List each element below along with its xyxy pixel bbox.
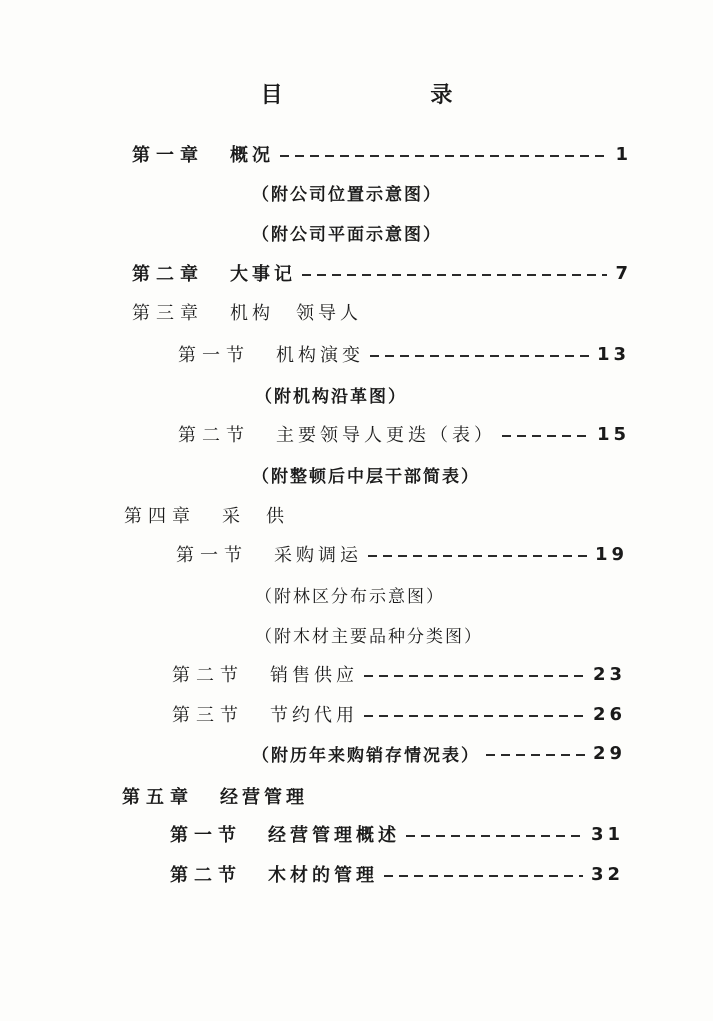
toc-page-number: 31: [590, 823, 624, 845]
toc-note: （附历年来购销存情况表）: [252, 745, 480, 766]
toc-entry-chapter-3: [132, 298, 632, 326]
toc-note: （附公司位置示意图）: [252, 184, 442, 205]
toc-page-number: 15: [596, 423, 630, 445]
dot-leader: [364, 675, 585, 677]
toc-entry-chapter-1: [132, 140, 632, 168]
toc-entry-chapter-2: [132, 259, 632, 287]
toc-page-number: 32: [590, 863, 624, 885]
page-title: 目 录: [260, 83, 523, 108]
dot-leader: [406, 835, 583, 837]
toc-subject: 销售供应: [270, 665, 358, 686]
toc-label: 第二节: [170, 865, 242, 886]
dot-leader: [370, 355, 589, 357]
toc-note: （附木材主要品种分类图）: [255, 626, 483, 647]
toc-entry-section: [172, 660, 626, 688]
toc-entry-chapter-5: [122, 782, 622, 810]
toc-label: 第二章: [132, 264, 204, 285]
toc-subject: 大事记: [230, 264, 296, 285]
toc-page-number: 13: [596, 343, 630, 365]
toc-label: 第一节: [176, 545, 248, 566]
toc-page-number: 7: [615, 262, 632, 284]
toc-entry-chapter-4: [124, 501, 624, 529]
toc-subject: 采购调运: [274, 545, 362, 566]
toc-entry-section: [170, 820, 624, 848]
toc-entry-section: [178, 340, 630, 368]
dot-leader: [384, 875, 583, 877]
toc-label: 第三章: [132, 303, 204, 324]
toc-entry-section: [176, 540, 628, 568]
toc-label: 第一章: [132, 145, 204, 166]
toc-subject: 机构演变: [276, 345, 364, 366]
toc-page-number: 26: [592, 703, 626, 725]
toc-subject: 经营管理: [220, 787, 308, 808]
toc-label: 第二节: [178, 425, 250, 446]
toc-note: （附机构沿革图）: [255, 386, 407, 407]
toc-label: 第一节: [170, 825, 242, 846]
toc-entry-section: [170, 860, 624, 888]
toc-entry-section: [178, 420, 630, 448]
toc-subject: 采 供: [222, 506, 288, 527]
toc-subject: 机构 领导人: [230, 303, 362, 324]
dot-leader: [368, 555, 587, 557]
toc-entry-note-with-page: [252, 739, 626, 767]
toc-label: 第二节: [172, 665, 244, 686]
dot-leader: [302, 274, 607, 276]
dot-leader: [486, 754, 585, 756]
toc-page-number: 23: [592, 663, 626, 685]
toc-note: （附整顿后中层干部简表）: [252, 466, 480, 487]
toc-entry-section: [172, 700, 626, 728]
toc-page-number: 29: [592, 742, 626, 764]
toc-label: 第四章: [124, 506, 196, 527]
dot-leader: [364, 715, 585, 717]
toc-label: 第三节: [172, 705, 244, 726]
toc-subject: 主要领导人更迭（表）: [276, 425, 496, 446]
toc-label: 第一节: [178, 345, 250, 366]
toc-note: （附公司平面示意图）: [252, 224, 442, 245]
dot-leader: [280, 155, 607, 157]
dot-leader: [502, 435, 589, 437]
toc-label: 第五章: [122, 787, 194, 808]
toc-subject: 节约代用: [270, 705, 358, 726]
toc-subject: 概况: [230, 145, 274, 166]
toc-note: （附林区分布示意图）: [255, 586, 445, 607]
toc-page-number: 1: [615, 143, 632, 165]
toc-subject: 木材的管理: [268, 865, 378, 886]
toc-subject: 经营管理概述: [268, 825, 400, 846]
toc-page-number: 19: [594, 543, 628, 565]
